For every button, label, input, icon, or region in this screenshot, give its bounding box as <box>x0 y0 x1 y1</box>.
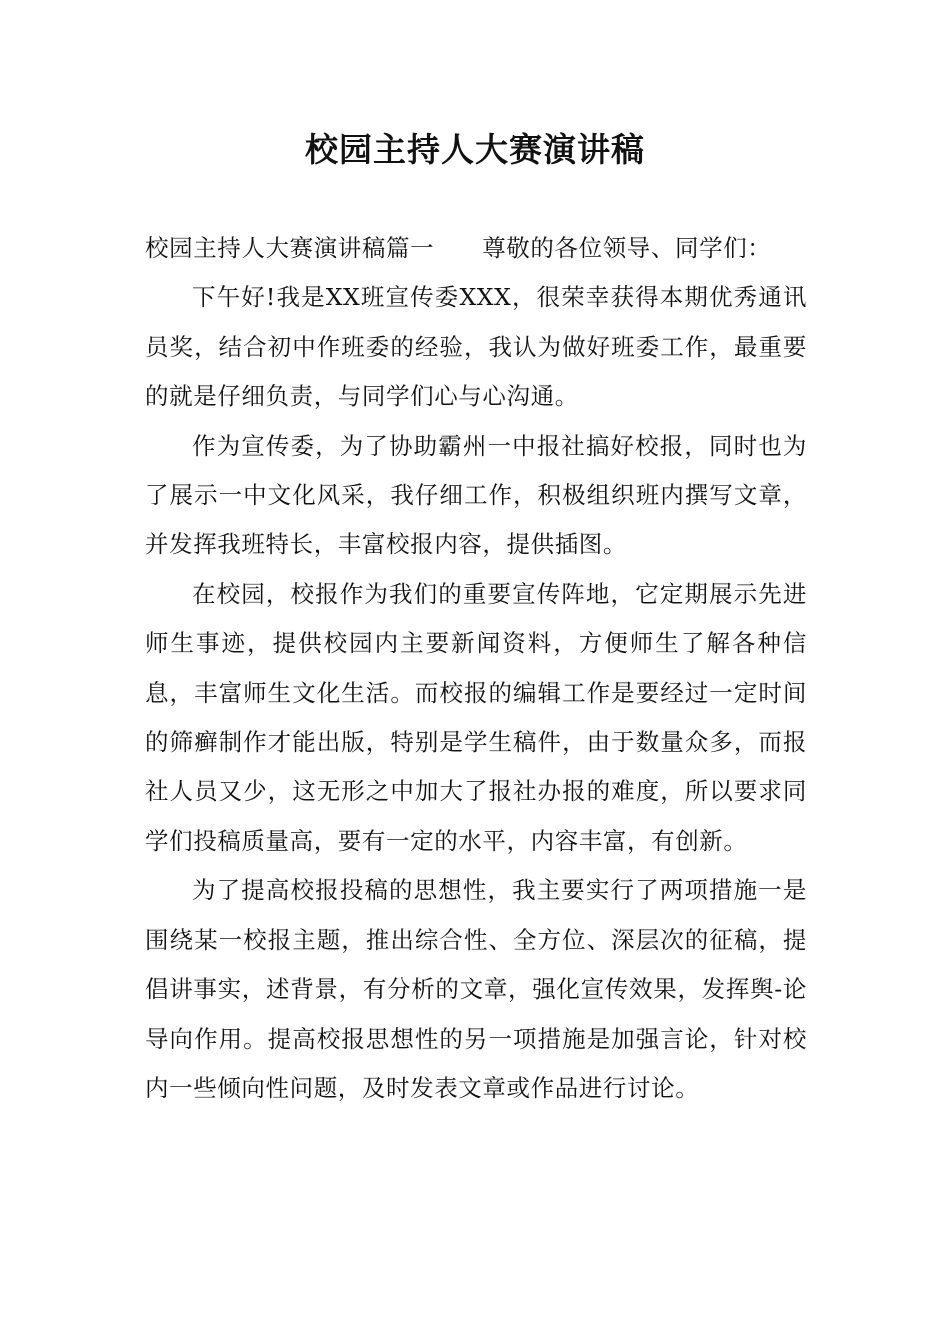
document-title: 校园主持人大赛演讲稿 <box>305 130 645 169</box>
salutation: 尊敬的各位领导、同学们： <box>482 234 772 262</box>
paragraph-1: 下午好!我是XX班宣传委XXX，很荣幸获得本期优秀通讯员奖，结合初中作班委的经验，我认为做好班委工作，最重要的就是仔细负责，与同学们心与心沟通。 <box>145 283 807 411</box>
section-heading: 校园主持人大赛演讲稿篇一 <box>145 234 435 262</box>
paragraph-3: 在校园，校报作为我们的重要宣传阵地，它定期展示先进师生事迹，提供校园内主要新闻资料，方便师生了解各种信息，丰富师生文化生活。而校报的编辑工作是要经过一定时间的筛癣制作才能出版，特别是学生稿件，由于数量众多，而报社人员又少，这无形之中加大了报社办报的难度，所以要求同学们投稿质量高，要有一定的水平，内容丰富，有创新。 <box>145 579 807 855</box>
document-body <box>145 224 807 1113</box>
paragraph-4: 为了提高校报投稿的思想性，我主要实行了两项措施一是围绕某一校报主题，推出综合性、全方位、深层次的征稿，提倡讲事实，述背景，有分析的文章，强化宣传效果，发挥舆-论导向作用。提高校报思想性的另一项措施是加强言论，针对校内一些倾向性问题，及时发表文章或作品进行讨论。 <box>145 876 807 1102</box>
paragraph-2: 作为宣传委，为了协助霸州一中报社搞好校报，同时也为了展示一中文化风采，我仔细工作，积极组织班内撰写文章，并发挥我班特长，丰富校报内容，提供插图。 <box>145 431 807 559</box>
intro-line <box>145 224 807 273</box>
